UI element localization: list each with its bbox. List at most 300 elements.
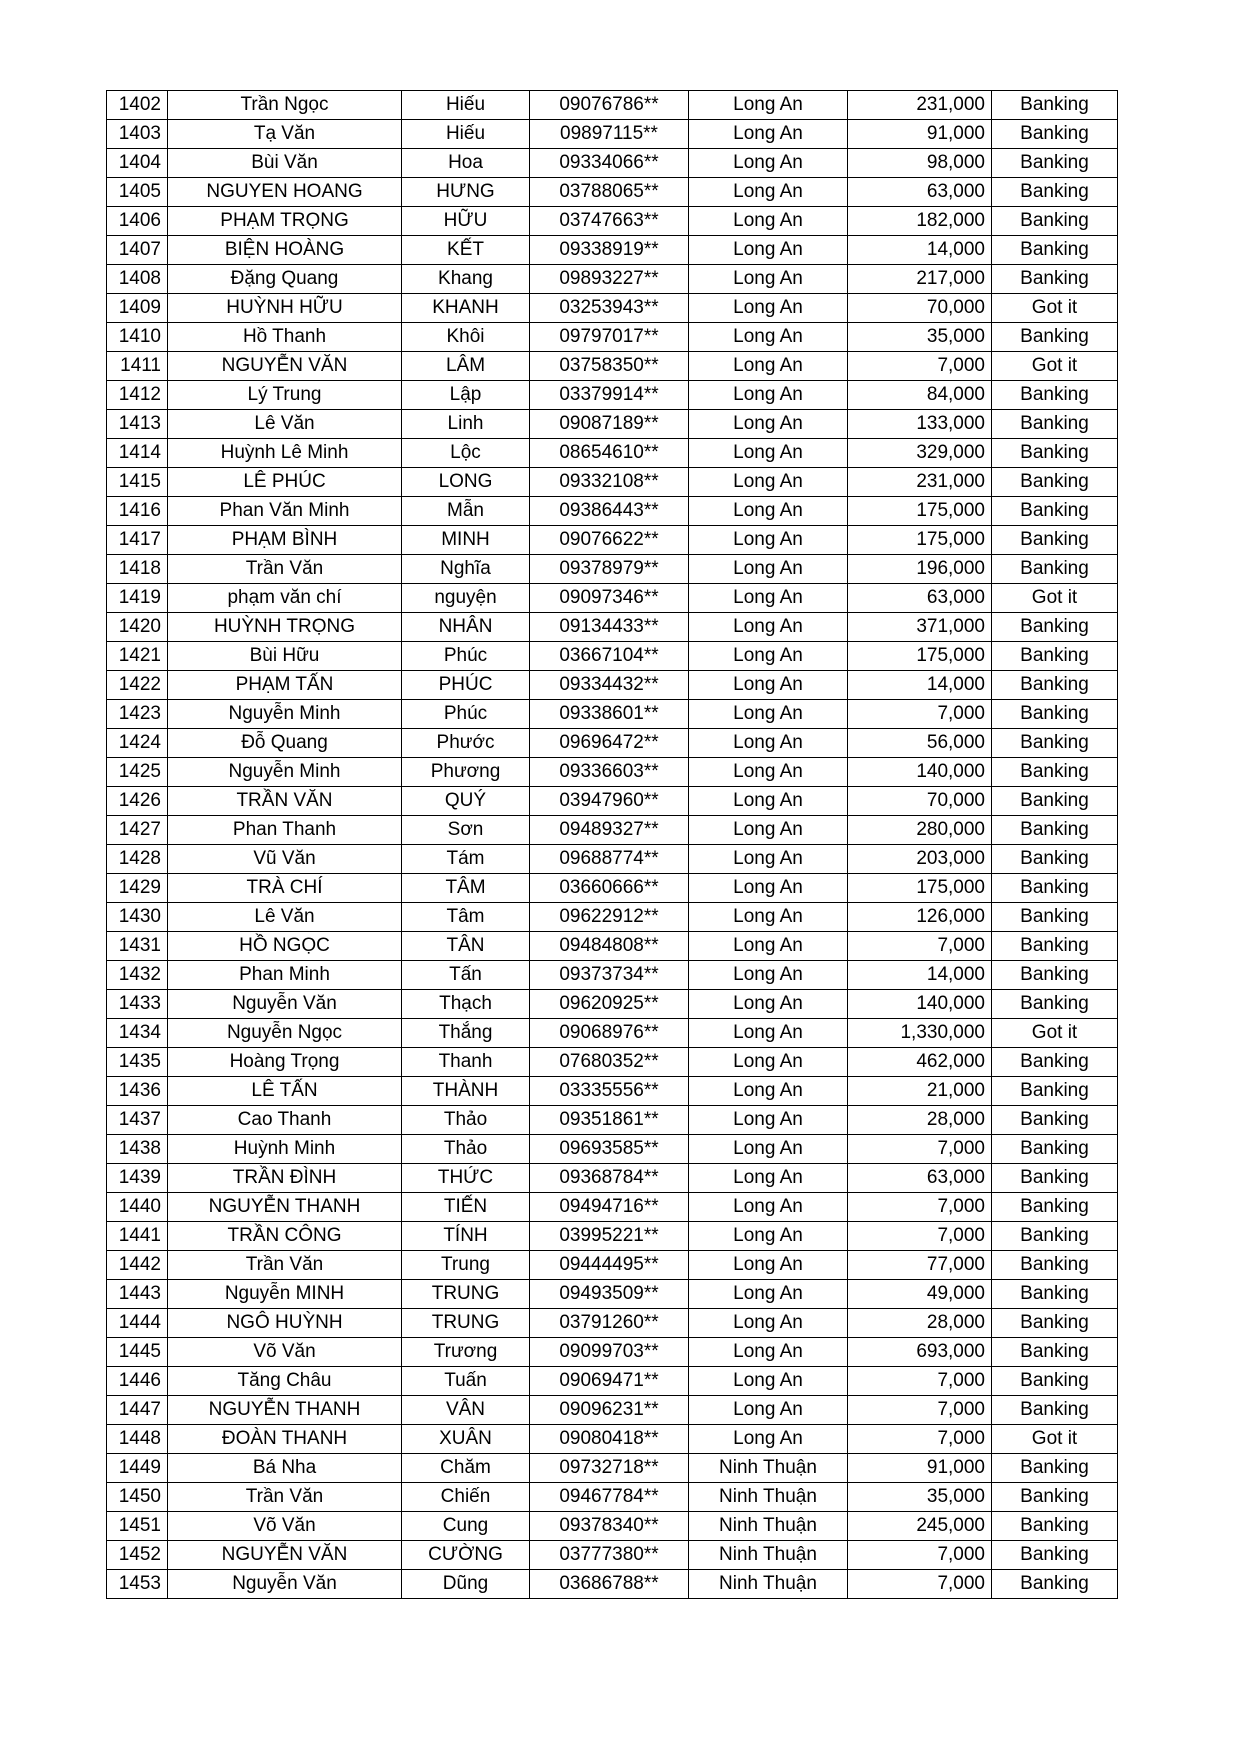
phone-cell: 09334066** [530,149,689,178]
table-row [107,1541,1118,1570]
payment-method-cell: Banking [992,497,1118,526]
phone-cell: 09099703** [530,1338,689,1367]
amount-cell: 7,000 [848,1425,992,1454]
table-row [107,120,1118,149]
table-row [107,903,1118,932]
payment-method-cell: Banking [992,1541,1118,1570]
amount-cell: 7,000 [848,1541,992,1570]
payment-method-cell: Banking [992,932,1118,961]
table-row [107,1048,1118,1077]
given-name-cell: Lộc [402,439,530,468]
province-cell: Long An [689,758,848,787]
row-number-cell: 1443 [107,1280,168,1309]
given-name-cell: Tâm [402,903,530,932]
surname-cell: TRẦN CÔNG [168,1222,402,1251]
surname-cell: Trần Ngọc [168,91,402,120]
surname-cell: Lê Văn [168,410,402,439]
phone-cell: 09696472** [530,729,689,758]
given-name-cell: THỨC [402,1164,530,1193]
phone-cell: 03335556** [530,1077,689,1106]
table-row [107,149,1118,178]
surname-cell: LÊ PHÚC [168,468,402,497]
row-number-cell: 1416 [107,497,168,526]
amount-cell: 175,000 [848,526,992,555]
amount-cell: 140,000 [848,758,992,787]
surname-cell: Phan Minh [168,961,402,990]
phone-cell: 03667104** [530,642,689,671]
row-number-cell: 1421 [107,642,168,671]
amount-cell: 217,000 [848,265,992,294]
province-cell: Long An [689,1425,848,1454]
given-name-cell: Hoa [402,149,530,178]
surname-cell: Bùi Văn [168,149,402,178]
payment-method-cell: Banking [992,1483,1118,1512]
table-row [107,1019,1118,1048]
phone-cell: 03788065** [530,178,689,207]
surname-cell: PHẠM TRỌNG [168,207,402,236]
table-row [107,1193,1118,1222]
payment-method-cell: Banking [992,1193,1118,1222]
table-row [107,700,1118,729]
row-number-cell: 1415 [107,468,168,497]
payment-method-cell: Banking [992,381,1118,410]
amount-cell: 7,000 [848,1135,992,1164]
payment-method-cell: Banking [992,642,1118,671]
table-row [107,874,1118,903]
province-cell: Long An [689,207,848,236]
amount-cell: 1,330,000 [848,1019,992,1048]
given-name-cell: TRUNG [402,1280,530,1309]
payment-method-cell: Banking [992,207,1118,236]
row-number-cell: 1425 [107,758,168,787]
phone-cell: 09373734** [530,961,689,990]
amount-cell: 182,000 [848,207,992,236]
row-number-cell: 1405 [107,178,168,207]
row-number-cell: 1439 [107,1164,168,1193]
payment-method-cell: Banking [992,961,1118,990]
payment-method-cell: Banking [992,439,1118,468]
phone-cell: 09897115** [530,120,689,149]
payment-method-cell: Banking [992,526,1118,555]
payment-method-cell: Banking [992,149,1118,178]
province-cell: Long An [689,642,848,671]
table-row [107,1338,1118,1367]
province-cell: Long An [689,1106,848,1135]
row-number-cell: 1417 [107,526,168,555]
row-number-cell: 1446 [107,1367,168,1396]
surname-cell: Trần Văn [168,555,402,584]
row-number-cell: 1433 [107,990,168,1019]
amount-cell: 91,000 [848,1454,992,1483]
given-name-cell: Hiếu [402,91,530,120]
payment-method-cell: Banking [992,1338,1118,1367]
row-number-cell: 1453 [107,1570,168,1599]
amount-cell: 462,000 [848,1048,992,1077]
amount-cell: 77,000 [848,1251,992,1280]
surname-cell: Tăng Châu [168,1367,402,1396]
payment-method-cell: Got it [992,1425,1118,1454]
province-cell: Long An [689,1396,848,1425]
phone-cell: 09368784** [530,1164,689,1193]
province-cell: Long An [689,1019,848,1048]
amount-cell: 91,000 [848,120,992,149]
payment-method-cell: Banking [992,1077,1118,1106]
province-cell: Ninh Thuận [689,1483,848,1512]
phone-cell: 03777380** [530,1541,689,1570]
amount-cell: 63,000 [848,178,992,207]
amount-cell: 7,000 [848,700,992,729]
phone-cell: 09378979** [530,555,689,584]
given-name-cell: TÂN [402,932,530,961]
payment-method-cell: Banking [992,1512,1118,1541]
phone-cell: 09622912** [530,903,689,932]
payment-method-cell: Banking [992,1164,1118,1193]
given-name-cell: HƯNG [402,178,530,207]
payment-method-cell: Banking [992,845,1118,874]
surname-cell: TRẦN VĂN [168,787,402,816]
surname-cell: Tạ Văn [168,120,402,149]
province-cell: Ninh Thuận [689,1512,848,1541]
province-cell: Long An [689,961,848,990]
province-cell: Long An [689,1048,848,1077]
province-cell: Long An [689,1367,848,1396]
amount-cell: 126,000 [848,903,992,932]
row-number-cell: 1440 [107,1193,168,1222]
surname-cell: NGUYỄN VĂN [168,352,402,381]
province-cell: Long An [689,265,848,294]
payment-method-cell: Banking [992,671,1118,700]
surname-cell: Đỗ Quang [168,729,402,758]
payment-method-cell: Banking [992,1106,1118,1135]
province-cell: Long An [689,932,848,961]
phone-cell: 09732718** [530,1454,689,1483]
amount-cell: 14,000 [848,961,992,990]
given-name-cell: KẾT [402,236,530,265]
given-name-cell: THÀNH [402,1077,530,1106]
payment-method-cell: Banking [992,613,1118,642]
phone-cell: 09493509** [530,1280,689,1309]
table-row [107,1483,1118,1512]
province-cell: Long An [689,584,848,613]
row-number-cell: 1428 [107,845,168,874]
table-row [107,1077,1118,1106]
province-cell: Long An [689,323,848,352]
given-name-cell: Dũng [402,1570,530,1599]
table-row [107,526,1118,555]
phone-cell: 09693585** [530,1135,689,1164]
surname-cell: ĐOÀN THANH [168,1425,402,1454]
given-name-cell: Khang [402,265,530,294]
row-number-cell: 1431 [107,932,168,961]
province-cell: Long An [689,1309,848,1338]
phone-cell: 09467784** [530,1483,689,1512]
payment-method-cell: Banking [992,1222,1118,1251]
province-cell: Long An [689,381,848,410]
phone-cell: 03379914** [530,381,689,410]
phone-cell: 09334432** [530,671,689,700]
row-number-cell: 1407 [107,236,168,265]
table-row [107,381,1118,410]
given-name-cell: TRUNG [402,1309,530,1338]
given-name-cell: nguyện [402,584,530,613]
amount-cell: 14,000 [848,671,992,700]
row-number-cell: 1452 [107,1541,168,1570]
payment-method-cell: Got it [992,352,1118,381]
table-row [107,990,1118,1019]
surname-cell: Cao Thanh [168,1106,402,1135]
surname-cell: Hoàng Trọng [168,1048,402,1077]
amount-cell: 49,000 [848,1280,992,1309]
amount-cell: 196,000 [848,555,992,584]
given-name-cell: Linh [402,410,530,439]
given-name-cell: TIẾN [402,1193,530,1222]
table-row [107,439,1118,468]
surname-cell: Nguyễn Minh [168,700,402,729]
province-cell: Long An [689,120,848,149]
table-row [107,294,1118,323]
given-name-cell: Thạch [402,990,530,1019]
payment-method-cell: Got it [992,1019,1118,1048]
amount-cell: 7,000 [848,1222,992,1251]
table-row [107,91,1118,120]
given-name-cell: NHÂN [402,613,530,642]
province-cell: Long An [689,1193,848,1222]
given-name-cell: Thắng [402,1019,530,1048]
row-number-cell: 1444 [107,1309,168,1338]
province-cell: Long An [689,1077,848,1106]
row-number-cell: 1442 [107,1251,168,1280]
payment-method-cell: Banking [992,1048,1118,1077]
phone-cell: 03253943** [530,294,689,323]
payment-method-cell: Banking [992,874,1118,903]
given-name-cell: PHÚC [402,671,530,700]
row-number-cell: 1437 [107,1106,168,1135]
table-row [107,961,1118,990]
row-number-cell: 1410 [107,323,168,352]
given-name-cell: MINH [402,526,530,555]
amount-cell: 7,000 [848,932,992,961]
given-name-cell: Hiếu [402,120,530,149]
row-number-cell: 1414 [107,439,168,468]
amount-cell: 175,000 [848,642,992,671]
row-number-cell: 1434 [107,1019,168,1048]
given-name-cell: LONG [402,468,530,497]
amount-cell: 84,000 [848,381,992,410]
phone-cell: 09351861** [530,1106,689,1135]
surname-cell: Trần Văn [168,1251,402,1280]
table-row [107,1309,1118,1338]
amount-cell: 203,000 [848,845,992,874]
payment-method-cell: Got it [992,584,1118,613]
amount-cell: 14,000 [848,236,992,265]
payment-method-cell: Banking [992,700,1118,729]
table-row [107,642,1118,671]
given-name-cell: Trung [402,1251,530,1280]
row-number-cell: 1436 [107,1077,168,1106]
given-name-cell: Sơn [402,816,530,845]
surname-cell: Nguyễn Minh [168,758,402,787]
province-cell: Long An [689,497,848,526]
province-cell: Long An [689,1280,848,1309]
amount-cell: 280,000 [848,816,992,845]
phone-cell: 09797017** [530,323,689,352]
phone-cell: 09338601** [530,700,689,729]
surname-cell: Vũ Văn [168,845,402,874]
surname-cell: Trần Văn [168,1483,402,1512]
table-body [107,91,1118,1599]
surname-cell: PHẠM BÌNH [168,526,402,555]
given-name-cell: Trương [402,1338,530,1367]
surname-cell: Nguyễn Văn [168,1570,402,1599]
given-name-cell: Tuấn [402,1367,530,1396]
table-row [107,816,1118,845]
phone-cell: 09444495** [530,1251,689,1280]
given-name-cell: Cung [402,1512,530,1541]
surname-cell: NGUYỄN VĂN [168,1541,402,1570]
table-row [107,1454,1118,1483]
table-row [107,758,1118,787]
phone-cell: 03758350** [530,352,689,381]
payment-method-cell: Banking [992,1309,1118,1338]
phone-cell: 09087189** [530,410,689,439]
surname-cell: TRẦN ĐÌNH [168,1164,402,1193]
amount-cell: 28,000 [848,1309,992,1338]
phone-cell: 09688774** [530,845,689,874]
row-number-cell: 1413 [107,410,168,439]
table-row [107,1135,1118,1164]
surname-cell: Huỳnh Lê Minh [168,439,402,468]
province-cell: Long An [689,816,848,845]
table-row [107,352,1118,381]
payment-method-cell: Banking [992,1280,1118,1309]
table-row [107,845,1118,874]
surname-cell: Bùi Hữu [168,642,402,671]
amount-cell: 35,000 [848,323,992,352]
payment-method-cell: Banking [992,903,1118,932]
phone-cell: 09489327** [530,816,689,845]
given-name-cell: KHANH [402,294,530,323]
surname-cell: Đặng Quang [168,265,402,294]
given-name-cell: XUÂN [402,1425,530,1454]
row-number-cell: 1441 [107,1222,168,1251]
row-number-cell: 1427 [107,816,168,845]
amount-cell: 63,000 [848,584,992,613]
province-cell: Long An [689,990,848,1019]
phone-cell: 09332108** [530,468,689,497]
surname-cell: NGUYEN HOANG [168,178,402,207]
table-row [107,497,1118,526]
table-row [107,1570,1118,1599]
row-number-cell: 1426 [107,787,168,816]
surname-cell: Võ Văn [168,1512,402,1541]
province-cell: Long An [689,1164,848,1193]
payment-method-cell: Banking [992,758,1118,787]
payment-method-cell: Banking [992,236,1118,265]
row-number-cell: 1404 [107,149,168,178]
given-name-cell: Tấn [402,961,530,990]
table-row [107,1280,1118,1309]
table-row [107,265,1118,294]
surname-cell: TRÀ CHÍ [168,874,402,903]
table-row [107,468,1118,497]
amount-cell: 70,000 [848,294,992,323]
amount-cell: 231,000 [848,468,992,497]
province-cell: Long An [689,787,848,816]
given-name-cell: Thanh [402,1048,530,1077]
table-row [107,178,1118,207]
row-number-cell: 1412 [107,381,168,410]
amount-cell: 329,000 [848,439,992,468]
payment-method-cell: Banking [992,1251,1118,1280]
amount-cell: 21,000 [848,1077,992,1106]
province-cell: Long An [689,874,848,903]
given-name-cell: Thảo [402,1106,530,1135]
province-cell: Long An [689,700,848,729]
given-name-cell: VÂN [402,1396,530,1425]
table-row [107,1512,1118,1541]
table-row [107,1106,1118,1135]
amount-cell: 28,000 [848,1106,992,1135]
province-cell: Ninh Thuận [689,1454,848,1483]
table-row [107,1425,1118,1454]
surname-cell: HUỲNH HỮU [168,294,402,323]
payment-method-cell: Banking [992,91,1118,120]
phone-cell: 09076786** [530,91,689,120]
phone-cell: 09076622** [530,526,689,555]
amount-cell: 175,000 [848,874,992,903]
row-number-cell: 1409 [107,294,168,323]
payment-method-cell: Banking [992,1570,1118,1599]
province-cell: Long An [689,178,848,207]
payment-method-cell: Banking [992,1454,1118,1483]
province-cell: Long An [689,149,848,178]
phone-cell: 03747663** [530,207,689,236]
province-cell: Long An [689,410,848,439]
surname-cell: phạm văn chí [168,584,402,613]
phone-cell: 09620925** [530,990,689,1019]
province-cell: Ninh Thuận [689,1570,848,1599]
payment-method-cell: Banking [992,265,1118,294]
province-cell: Long An [689,903,848,932]
phone-cell: 07680352** [530,1048,689,1077]
amount-cell: 7,000 [848,352,992,381]
payment-method-cell: Banking [992,178,1118,207]
given-name-cell: Phương [402,758,530,787]
surname-cell: Huỳnh Minh [168,1135,402,1164]
table-row [107,787,1118,816]
surname-cell: NGUYỄN THANH [168,1193,402,1222]
province-cell: Long An [689,1338,848,1367]
province-cell: Long An [689,555,848,584]
phone-cell: 09096231** [530,1396,689,1425]
phone-cell: 09336603** [530,758,689,787]
given-name-cell: Phúc [402,642,530,671]
payment-method-cell: Banking [992,1367,1118,1396]
payment-method-cell: Banking [992,816,1118,845]
surname-cell: Phan Văn Minh [168,497,402,526]
table-row [107,323,1118,352]
table-row [107,1396,1118,1425]
given-name-cell: Phúc [402,700,530,729]
table-row [107,671,1118,700]
surname-cell: Nguyễn Ngọc [168,1019,402,1048]
row-number-cell: 1430 [107,903,168,932]
province-cell: Long An [689,671,848,700]
surname-cell: Phan Thanh [168,816,402,845]
amount-cell: 35,000 [848,1483,992,1512]
given-name-cell: HỮU [402,207,530,236]
table-row [107,555,1118,584]
